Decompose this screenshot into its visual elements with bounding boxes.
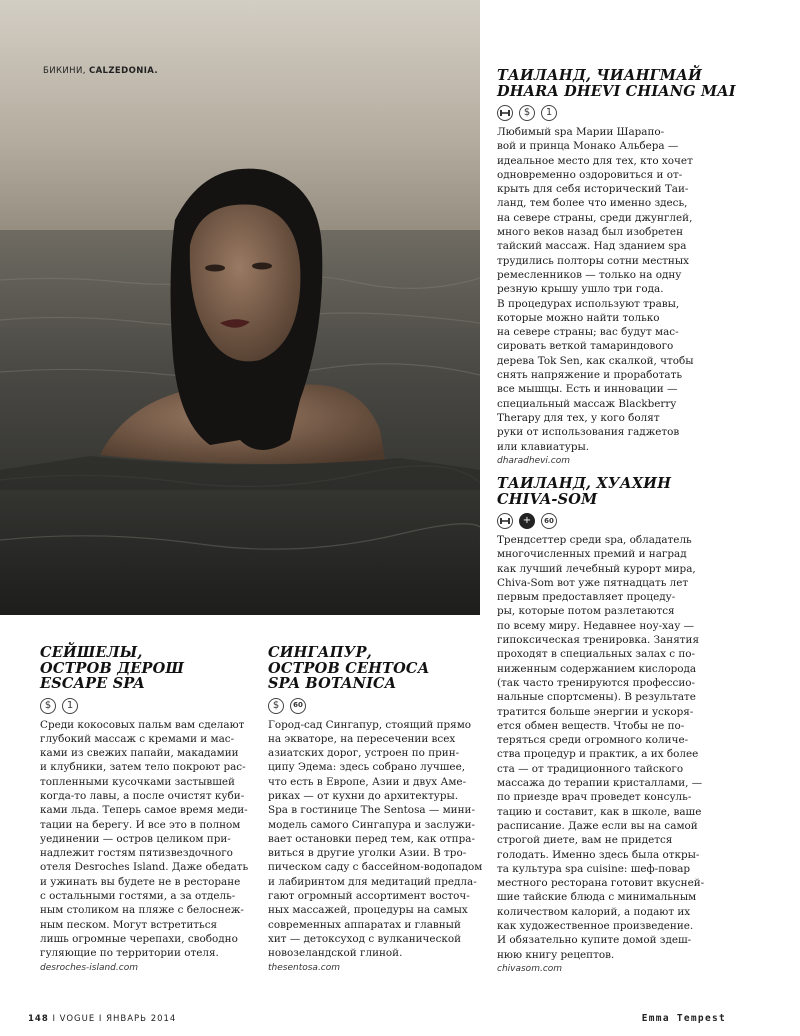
rating-icons xyxy=(268,698,490,714)
section-body xyxy=(497,533,772,974)
page-footer xyxy=(28,1014,176,1024)
dollar-icon: $ xyxy=(40,698,56,714)
sixty-minutes-icon: 60 xyxy=(541,513,557,529)
medical-cross-icon: + xyxy=(519,513,535,529)
rating-icons xyxy=(497,513,772,529)
one-icon: 1 xyxy=(541,105,557,121)
section-title xyxy=(40,645,262,692)
title-line: ТАИЛАНД, ЧИАНГМАЙ xyxy=(497,67,703,84)
section-body xyxy=(40,718,262,973)
body-text: Трендсеттер среди spa, обладатель многочисленных премий и наград как лучший лечебный курорт мира, Chiva-Som вот уже пятнадцать лет первым предоставляет процеду- ры, которые потом разлетаются по всему миру. Недавнее ноу-хау — гипоксическая тренировка. Занятия проходят в специальных залах с по- ниженным содержанием кислорода (так часто тренируются профессио- нальные спортсмены). В результате тратится больше энергии и ускоря- ется обмен веществ. Чтобы не по- теряться среди огромного количе- ства процедур и практик, а их более ста — от традиционного тайского массажа до терапии кристаллами, — по приезде врач проведет консуль- тацию и составит, как в школе, ваше расписание. Даже если вы на самой строгой диете, вам не придется голодать. Именно здесь была откры- та культура spa cuisine: шеф-повар местного ресторана готовит вкусней- шие тайские блюда с минимальным количеством калорий, а подают их как художественное произведение. И обязательно купите домой здеш- нюю книгу рецептов. xyxy=(497,534,705,961)
dollar-icon: $ xyxy=(268,698,284,714)
dumbbell-icon xyxy=(497,513,513,529)
title-line: ОСТРОВ СЕНТОСА xyxy=(268,659,430,677)
dollar-icon: $ xyxy=(519,105,535,121)
photographer-credit: Emma Tempest xyxy=(641,1013,726,1024)
section-singapore xyxy=(268,645,490,973)
website-link[interactable]: dharadhevi.com xyxy=(497,455,571,466)
section-title xyxy=(497,476,772,507)
dumbbell-icon xyxy=(497,105,513,121)
body-text: Среди кокосовых пальм вам сделают глубокий массаж с кремами и мас- ками из свежих папайи, макадамии и клубники, затем тело покроют рас- топленными кусочками застывшей когда-то лавы, а после очистят куби- ками льда. Теперь самое время меди- тации на берегу. И все это в полном уединении — остров целиком при- надлежит гостям пятизвездочного отеля Desroches Island. Даже обедать и ужинать вы будете не в ресторане с остальными гостями, а за отдель- ным столиком на пляже с белоснеж- ным песком. Могут встретиться лишь огромные черепахи, свободно гуляющие по территории отеля. xyxy=(40,718,249,960)
section-title xyxy=(268,645,490,692)
title-line: SPA BOTANICA xyxy=(268,675,397,692)
website-link[interactable]: thesentosa.com xyxy=(268,962,341,973)
title-line: СЕЙШЕЛЫ, xyxy=(40,644,143,661)
body-text: Любимый spa Марии Шарапо- вой и принца Монако Альбера — идеальное место для тех, кто хочет одновременно оздоровиться и от- крыть для себя исторический Таи- ланд, тем более что именно здесь, на севере страны, среди джунглей, много веков назад был изобретен тайский массаж. Над зданием spa трудились полторы сотни местных ремесленников — только на одну резную крышу ушло три года. В процедурах используют травы, которые можно найти только на севере страны; вас будут мас- сировать веткой тамариндового дерева Tok Sen, как скалкой, чтобы снять напряжение и проработать все мышцы. Есть и инновации — специальный массаж Blackberry Therapy для тех, у кого болят руки от использования гаджетов или клавиатуры. xyxy=(497,126,694,453)
rating-icons xyxy=(40,698,262,714)
title-line: CHIVA-SOM xyxy=(497,490,598,508)
one-icon: 1 xyxy=(62,698,78,714)
title-line: DHARA DHEVI CHIANG MAI xyxy=(497,82,736,100)
woman-in-sea-illustration xyxy=(0,0,480,615)
photo-credit-caption xyxy=(43,66,158,76)
page-number: 148 xyxy=(28,1014,49,1024)
title-line: ОСТРОВ ДЕРОШ xyxy=(40,659,185,677)
caption-prefix: БИКИНИ, xyxy=(43,66,89,76)
magazine-issue: I VOGUE I ЯНВАРЬ 2014 xyxy=(52,1014,177,1024)
section-thailand-chiangmai xyxy=(497,68,772,466)
section-title xyxy=(497,68,772,99)
sixty-minutes-icon: 60 xyxy=(290,698,306,714)
section-seychelles xyxy=(40,645,262,973)
section-body xyxy=(268,718,490,973)
title-line: ESCAPE SPA xyxy=(40,675,145,692)
website-link[interactable]: chivasom.com xyxy=(497,963,563,974)
section-body xyxy=(497,125,772,466)
body-text: Город-сад Сингапур, стоящий прямо на экваторе, на пересечении всех азиатских дорог, устроен по прин- ципу Эдема: здесь собрано лучшее, что есть в Европе, Азии и двух Аме- риках — от кухни до архитектуры. Spa в гостинице The Sentosa — мини- модель самого Сингапура и заслужи- вает остановки перед тем, как отпра- виться в другие уголки Азии. В тро- пическом саду с бассейном-водопадом и лабиринтом для медитаций предла- гают огромный ассортимент восточ- ных массажей, процедуры на самых современных аппаратах и главный хит — детоксуход с вулканической новозеландской глиной. xyxy=(268,718,483,960)
title-line: ТАИЛАНД, ХУАХИН xyxy=(497,475,672,492)
title-line: СИНГАПУР, xyxy=(268,644,372,661)
rating-icons xyxy=(497,105,772,121)
caption-brand: CALZEDONIA. xyxy=(88,66,159,76)
website-link[interactable]: desroches-island.com xyxy=(40,962,138,973)
section-thailand-huahin xyxy=(497,476,772,974)
hero-photo xyxy=(0,0,480,615)
